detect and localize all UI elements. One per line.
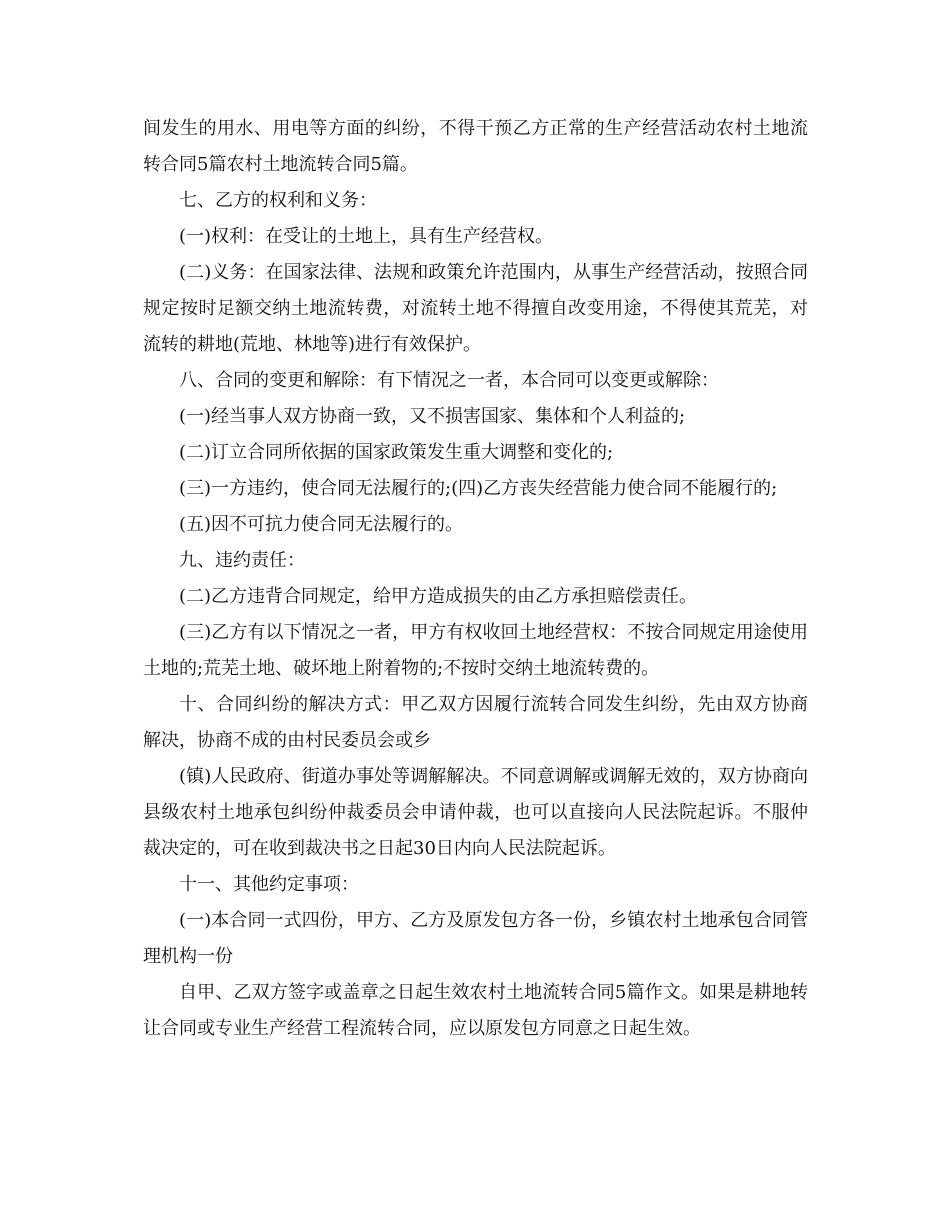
heading-dispute-resolution: 十、合同纠纷的解决方式：甲乙双方因履行流转合同发生纠纷，先由双方协商解决，协商不成的由村民委员会或乡 — [143, 694, 808, 751]
paragraph-obligations: (二)义务：在国家法律、法规和政策允许范围内，从事生产经营活动，按照合同规定按时足额交纳土地流转费，对流转土地不得擅自改变用途，不得使其荒芜，对流转的耕地(荒地、林地等)进行有效保护。 — [143, 262, 808, 355]
paragraph-rights: (一)权利：在受让的土地上，具有生产经营权。 — [179, 226, 554, 247]
paragraph-effective-date: 自甲、乙双方签字或盖章之日起生效农村土地流转合同5篇作文。如果是耕地转让合同或专业生产经营工程流转合同，应以原发包方同意之日起生效。 — [143, 982, 808, 1039]
heading-liability-for-breach: 九、违约责任： — [179, 550, 305, 571]
paragraph-revocation: (三)乙方有以下情况之一者，甲方有权收回土地经营权：不按合同规定用途使用土地的;荒芜土地、破坏地上附着物的;不按时交纳土地流转费的。 — [143, 622, 808, 679]
heading-other-terms: 十一、其他约定事项： — [179, 874, 359, 895]
paragraph-copies: (一)本合同一式四份，甲方、乙方及原发包方各一份，乡镇农村土地承包合同管理机构一份 — [143, 910, 808, 967]
heading-contract-change-termination: 八、合同的变更和解除：有下情况之一者，本合同可以变更或解除： — [179, 370, 719, 391]
paragraph-dispute-continuation: 间发生的用水、用电等方面的纠纷，不得干预乙方正常的生产经营活动农村土地流转合同5篇农村土地流转合同5篇。 — [143, 118, 808, 175]
paragraph-force-majeure: (五)因不可抗力使合同无法履行的。 — [179, 514, 464, 535]
paragraph-compensation: (二)乙方违背合同规定，给甲方造成损失的由乙方承担赔偿责任。 — [179, 586, 698, 607]
heading-party-b-rights-obligations: 七、乙方的权利和义务： — [179, 190, 377, 211]
paragraph-policy-change: (二)订立合同所依据的国家政策发生重大调整和变化的; — [179, 442, 614, 463]
paragraph-mutual-agreement: (一)经当事人双方协商一致，又不损害国家、集体和个人利益的; — [179, 406, 686, 427]
paragraph-breach-incapacity: (三)一方违约，使合同无法履行的;(四)乙方丧失经营能力使合同不能履行的; — [179, 478, 778, 499]
document-body — [143, 111, 808, 1047]
paragraph-mediation-arbitration: (镇)人民政府、街道办事处等调解解决。不同意调解或调解无效的，双方协商向县级农村土地承包纠纷仲裁委员会申请仲裁，也可以直接向人民法院起诉。不服仲裁决定的，可在收到裁决书之日起30日内向人民法院起诉。 — [143, 766, 808, 859]
